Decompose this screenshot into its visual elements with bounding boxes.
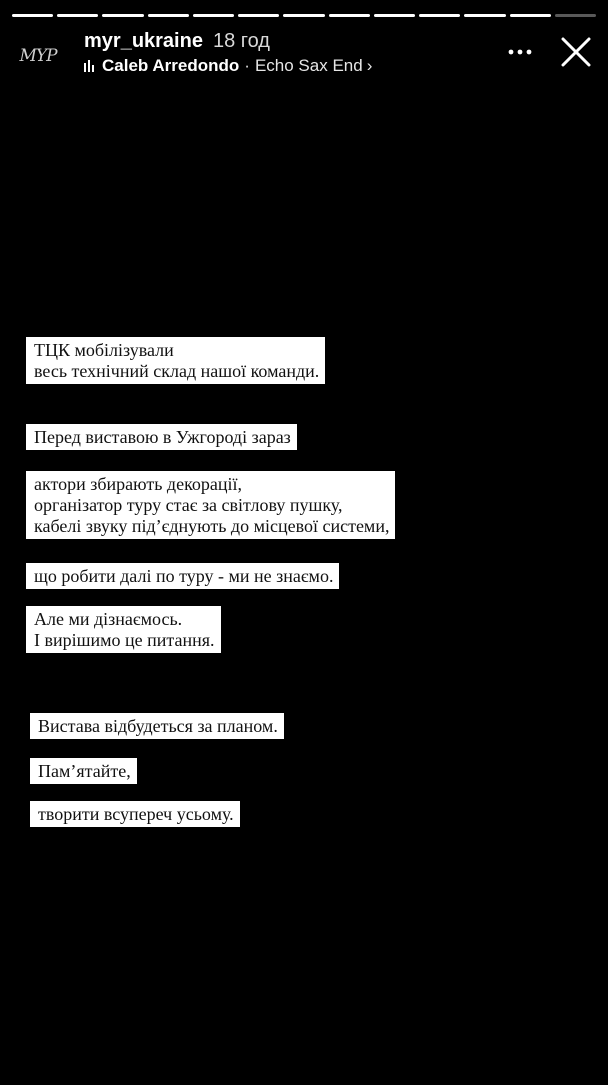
text-block-create: творити всупереч усьому. — [30, 801, 240, 827]
text-block-preparations: актори збирають декорації, організатор туру стає за світлову пушку, кабелі звуку під’єднують до місцевої системи, — [26, 471, 395, 539]
music-song: Echo Sax End — [254, 56, 363, 75]
post-time: 18 год — [212, 30, 270, 52]
text-block-remember: Пам’ятайте, — [30, 758, 137, 784]
avatar-logo: MYP — [19, 46, 57, 66]
username-link[interactable]: myr_ukraine — [84, 30, 203, 52]
music-artist: Caleb Arredondo — [102, 56, 240, 75]
music-separator: · — [244, 56, 250, 75]
chevron-right-icon: › — [366, 56, 373, 75]
text-block-unknown: що робити далі по туру - ми не знаємо. — [26, 563, 339, 589]
text-block-before-show: Перед виставою в Ужгороді зараз — [26, 424, 297, 450]
text-block-mobilized: ТЦК мобілізували весь технічний склад нашої команди. — [26, 337, 325, 384]
text-block-show-on-schedule: Вистава відбудеться за планом. — [30, 713, 284, 739]
text-block-will-solve: Але ми дізнаємось. І вирішимо це питання. — [26, 606, 221, 653]
